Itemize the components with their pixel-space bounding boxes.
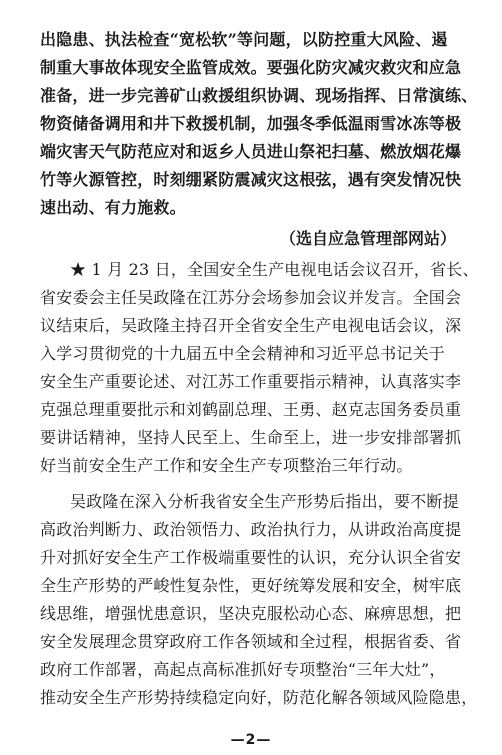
text-line: 要讲话精神，坚持人民至上、生命至上，进一步安排部署抓 <box>40 428 462 447</box>
paragraph-2 <box>40 256 479 480</box>
source-attribution: （选自应急管理部网站） <box>279 229 456 248</box>
paragraph-3 <box>40 488 478 712</box>
text-line: 政府工作部署，高起点高标准抓好专项整治“三年大灶”， <box>40 660 446 679</box>
text-line: ★ 1 月 23 日，全国安全生产电视电话会议召开，省长、 <box>70 260 479 279</box>
text-line: 吴政隆在深入分析我省安全生产形势后指出，要不断提 <box>70 492 459 511</box>
text-line: 好当前安全生产工作和安全生产专项整治三年行动。 <box>40 456 413 475</box>
text-line: 安全生产重要论述、对江苏工作重要指示精神，认真落实李 <box>40 372 462 391</box>
paragraph-gap <box>40 480 470 488</box>
text-line: 克强总理重要批示和刘鹤副总理、王勇、赵克志国务委员重 <box>40 400 462 419</box>
text-line: 推动安全生产形势持续稳定向好，防范化解各领域风险隐患， <box>40 688 478 707</box>
text-line: 入学习贯彻党的十九届五中全会精神和习近平总书记关于 <box>40 344 446 363</box>
text-line: 准备，进一步完善矿山救援组织协调、现场指挥、日常演练、 <box>40 86 478 105</box>
document-page <box>40 26 479 712</box>
text-line: 出隐患、执法检查“宽松软”等问题，以防控重大风险、遏 <box>40 30 448 49</box>
text-line: 高政治判断力、政治领悟力、政治执行力，从讲政治高度提 <box>40 520 462 539</box>
text-line: 升对抓好安全生产工作极端重要性的认识，充分认识全省安 <box>40 548 462 567</box>
text-line: 线思维，增强忧患意识，坚决克服松动心态、麻痹思想，把 <box>40 604 462 623</box>
text-line: 议结束后，吴政隆主持召开全省安全生产电视电话会议，深 <box>40 316 462 335</box>
paragraph-1 <box>40 26 478 222</box>
text-line: 端灾害天气防范应对和返乡人员进山祭祀扫墓、燃放烟花爆 <box>40 142 462 161</box>
page-number: —2— <box>230 732 272 748</box>
text-line: 全生产形势的严峻性复杂性，更好统筹发展和安全，树牢底 <box>40 576 462 595</box>
text-line: 物资储备调用和井下救援机制，加强冬季低温雨雪冰冻等极 <box>40 114 462 133</box>
text-line: 省安委会主任吴政隆在江苏分会场参加会议并发言。全国会 <box>40 288 462 307</box>
text-line: 竹等火源管控，时刻绷紧防震减灾这根弦，遇有突发情况快 <box>40 170 462 189</box>
text-line: 速出动、有力施救。 <box>40 198 186 217</box>
text-line: 安全发展理念贯穿政府工作各领域和全过程，根据省委、省 <box>40 632 462 651</box>
text-line: 制重大事故体现安全监管成效。要强化防灾减灾救灾和应急 <box>40 58 462 77</box>
